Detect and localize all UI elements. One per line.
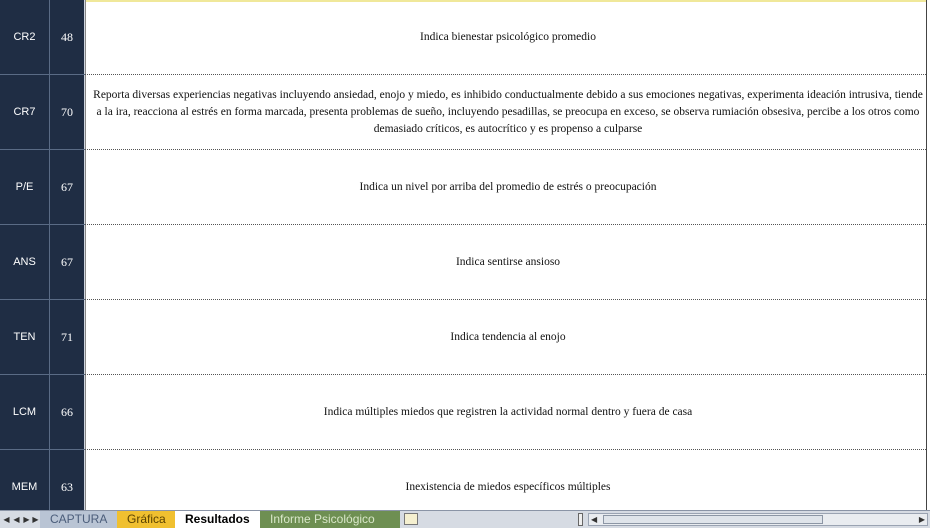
scale-code[interactable]: P/E	[0, 150, 50, 224]
table-row[interactable]	[0, 450, 930, 510]
scale-description[interactable]: Indica un nivel por arriba del promedio de estrés o preocupación	[85, 150, 930, 224]
tab-informe-psicologico[interactable]: Informe Psicológico	[260, 511, 400, 528]
tab-grafica[interactable]: Gráfica	[117, 511, 175, 528]
scroll-right-icon[interactable]: ▶	[918, 515, 925, 524]
scale-description[interactable]: Indica tendencia al enojo	[85, 300, 930, 374]
scale-score[interactable]: 66	[50, 375, 85, 449]
scale-code[interactable]: LCM	[0, 375, 50, 449]
scale-description[interactable]: Indica sentirse ansioso	[85, 225, 930, 299]
scale-code[interactable]: ANS	[0, 225, 50, 299]
scale-score[interactable]: 67	[50, 225, 85, 299]
scale-description[interactable]: Indica bienestar psicológico promedio	[85, 0, 930, 74]
scale-code[interactable]: TEN	[0, 300, 50, 374]
table-row[interactable]	[0, 300, 930, 374]
scrollbar-thumb[interactable]	[603, 515, 823, 524]
scale-score[interactable]: 71	[50, 300, 85, 374]
horizontal-scrollbar[interactable]	[588, 513, 928, 526]
tab-captura[interactable]: CAPTURA	[40, 511, 117, 528]
scroll-left-icon[interactable]: ◀	[591, 515, 598, 524]
first-sheet-arrow-icon[interactable]: ◀	[3, 515, 10, 524]
table-row[interactable]	[0, 0, 930, 74]
scale-score[interactable]: 70	[50, 75, 85, 149]
table-row[interactable]	[0, 75, 930, 149]
table-row[interactable]	[0, 375, 930, 449]
prev-sheet-arrow-icon[interactable]: ◀	[13, 515, 20, 524]
scale-description[interactable]: Indica múltiples miedos que registren la actividad normal dentro y fuera de casa	[85, 375, 930, 449]
tab-split-handle[interactable]	[578, 513, 583, 526]
tab-resultados[interactable]: Resultados	[175, 511, 260, 528]
table-row[interactable]	[0, 150, 930, 224]
insert-sheet-icon[interactable]	[404, 513, 418, 525]
sheet-tab-bar	[0, 510, 930, 528]
scale-score[interactable]: 67	[50, 150, 85, 224]
scale-score[interactable]: 63	[50, 450, 85, 510]
scale-description[interactable]: Inexistencia de miedos específicos múltiples	[85, 450, 930, 510]
next-sheet-arrow-icon[interactable]: ▶	[23, 515, 30, 524]
last-sheet-arrow-icon[interactable]: ▶	[32, 515, 39, 524]
scale-description[interactable]: Reporta diversas experiencias negativas incluyendo ansiedad, enojo y miedo, es inhibido conductualmente debido a sus emociones negativas, experimenta ideación intrusiva, tiende a la ira, reacciona al estrés en forma marcada, presenta problemas de sueño, incluyendo pesadillas, se preocupa en exceso, se observa rumiación obsesiva, percibe a los otros como demasiado críticos, es autocrítico y es propenso a culparse	[85, 75, 930, 149]
scale-code[interactable]: MEM	[0, 450, 50, 510]
sheet-right-border	[926, 0, 930, 510]
scale-score[interactable]: 48	[50, 0, 85, 74]
scale-code[interactable]: CR2	[0, 0, 50, 74]
scale-code[interactable]: CR7	[0, 75, 50, 149]
table-row[interactable]	[0, 225, 930, 299]
